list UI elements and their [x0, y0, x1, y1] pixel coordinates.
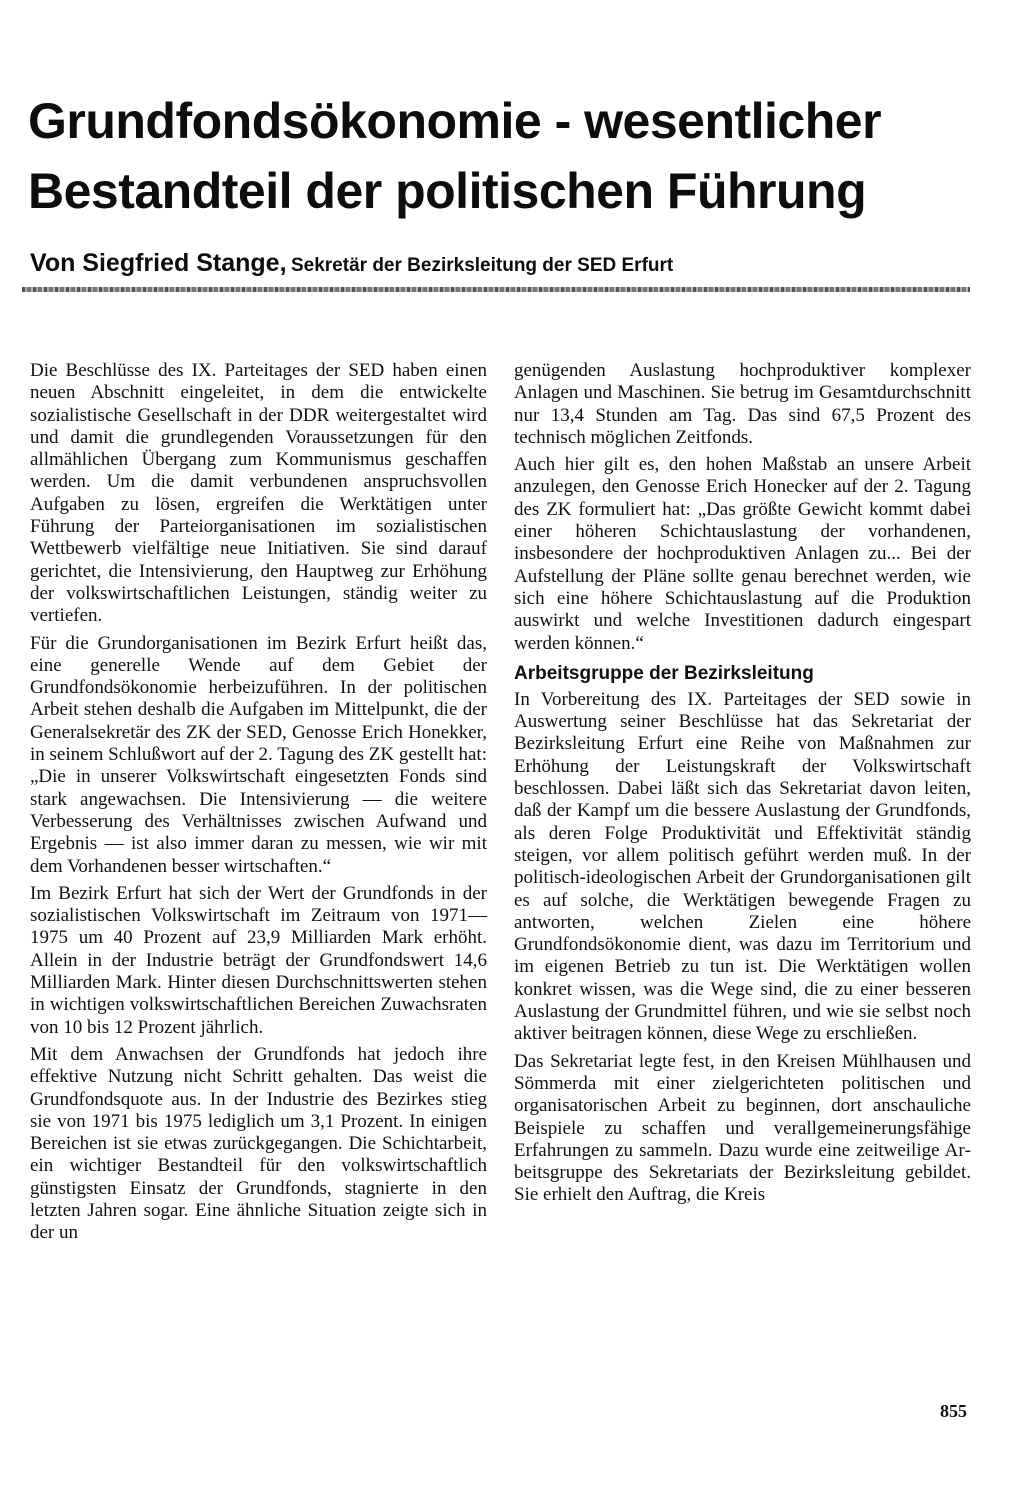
section-heading: Arbeitsgruppe der Bezirksleitung	[514, 662, 814, 684]
left-column	[30, 360, 487, 1250]
article-title	[28, 86, 988, 226]
author-role: Sekretär der Bezirksleitung der SED Erfurt	[290, 255, 674, 276]
author-name: Von Siegfried Stange,	[30, 249, 287, 277]
paragraph: Im Bezirk Erfurt hat sich der Wert der Grundfonds in der sozialistischen Volkswirtschaft im Zeitraum von 1971—1975 um 40 Prozent auf 23,9 Milliarden Mark erhöht. Allein in der Industrie beträgt der Grundfondswert 14,6 Milliarden Mark. Hinter diesen Durchschnittswerten stehen in wichtigen volkswirtschaftlichen Bereichen Zuwachsraten von 10 bis 12 Prozent jährlich.	[30, 882, 487, 1038]
paragraph: Auch hier gilt es, den hohen Maßstab an unsere Arbeit anzulegen, den Genosse Erich Honecker auf der 2. Tagung des ZK formuliert hat: „Das größte Gewicht kommt dabei einer höheren Schichtauslastung der vorhandenen, insbesondere der hochproduktiven Anlagen zu... Bei der Aufstellung der Pläne sollte genau berechnet werden, wie sich eine höhere Schichtauslastung auf die Produktion auswirkt und welche Investitionen dadurch eingespart werden können.“	[514, 454, 971, 654]
article-title-line-1: Grundfondsökonomie - wesentlicher	[28, 93, 882, 149]
page-number: 855	[940, 1401, 967, 1421]
paragraph: Für die Grundorganisationen im Bezirk Erfurt heißt das, eine generelle Wende auf dem Gebiet der Grundfondsökonomie herbeizuführen. In der politischen Arbeit stehen deshalb die Aufgaben im Mittelpunkt, die der Generalsekretär des ZK der SED, Genosse Erich Honekker, in seinem Schlußwort auf der 2. Tagung des ZK gestellt hat: „Die in unserer Volkswirtschaft eingesetzten Fonds sind stark angewachsen. Die Intensivierung — die weitere Verbesserung des Verhältnisses zwischen Aufwand und Ergebnis — ist also immer daran zu messen, wie wir mit dem Vorhandenen besser wirtschaften.“	[30, 632, 487, 877]
paragraph: Die Beschlüsse des IX. Parteitages der SED haben einen neuen Abschnitt eingeleitet, in dem die entwickelte sozialistische Gesellschaft in der DDR weitergestaltet wird und damit die grundlegenden Voraussetzungen für den allmählichen Übergang zum Kommunismus geschaffen werden. Um die damit verbundenen anspruchsvollen Aufgaben zu lösen, ergreifen die Werktätigen unter Führung der Parteiorganisationen im sozialistischen Wettbewerb vielfältige neue Initiativen. Sie sind darauf gerichtet, die Intensivierung, den Hauptweg zur Erhöhung der volkswirtschaftlichen Leistungen, ständig weiter zu vertiefen.	[30, 360, 487, 627]
paragraph: Mit dem Anwachsen der Grundfonds hat jedoch ihre effektive Nutzung nicht Schritt gehalten. Das weist die Grundfondsquote aus. In der Industrie des Bezirkes stieg sie von 1971 bis 1975 lediglich um 3,1 Prozent. In einigen Bereichen ist sie etwas zurückgegangen. Die Schichtarbeit, ein wichtiger Bestandteil für den volkswirtschaftlich günstigsten Einsatz der Grundfonds, stagnierte in den letzten Jahren sogar. Eine ähnliche Situation zeigte sich in der un	[30, 1043, 487, 1244]
article-title-line-2: Bestandteil der politischen Führung	[28, 163, 867, 219]
paragraph: Das Sekretariat legte fest, in den Kreisen Mühlhausen und Sömmerda mit einer zielgerichteten politischen und organisatorischen Arbeit zu beginnen, dort anschauliche Beispiele zu schaffen und verallgemeinerungsfähige Erfahrungen zu sammeln. Dazu wurde eine zeitweilige Arbeitsgruppe des Sekretariats der Bezirksleitung gebildet. Sie erhielt den Auftrag, die Kreis	[514, 1050, 971, 1206]
paragraph: In Vorbereitung des IX. Parteitages der SED sowie in Auswertung seiner Beschlüsse hat das Sekretariat der Bezirksleitung Erfurt eine Reihe von Maßnahmen zur Erhöhung der Leistungskraft der Volkswirtschaft beschlossen. Dabei läßt sich das Sekretariat davon leiten, daß der Kampf um die bessere Auslastung der Grundfonds, als deren Folge Produktivität und Effektivität ständig steigen, vor allem politisch geführt werden muß. In der politisch-ideologischen Arbeit der Grundorganisationen gilt es auf solche, die Werktätigen bewegende Fragen zu antworten, welchen Zielen eine höhere Grundfondsökonomie dient, was dazu im Territorium und im eigenen Betrieb zu tun ist. Die Werktätigen wollen konkret wissen, was die Wege sind, die zu einer besseren Auslastung der Grundmittel führen, und wie sie selbst noch aktiver beitragen können, diese Wege zu erschließen.	[514, 688, 971, 1045]
paragraph: genügenden Auslastung hochproduktiver komplexer Anlagen und Maschinen. Sie betrug im Gesamtdurchschnitt nur 13,4 Stunden am Tag. Das sind 67,5 Prozent des technisch möglichen Zeitfonds.	[514, 360, 971, 448]
right-column	[514, 360, 971, 1212]
decorative-rule	[22, 287, 970, 292]
byline	[30, 249, 980, 278]
